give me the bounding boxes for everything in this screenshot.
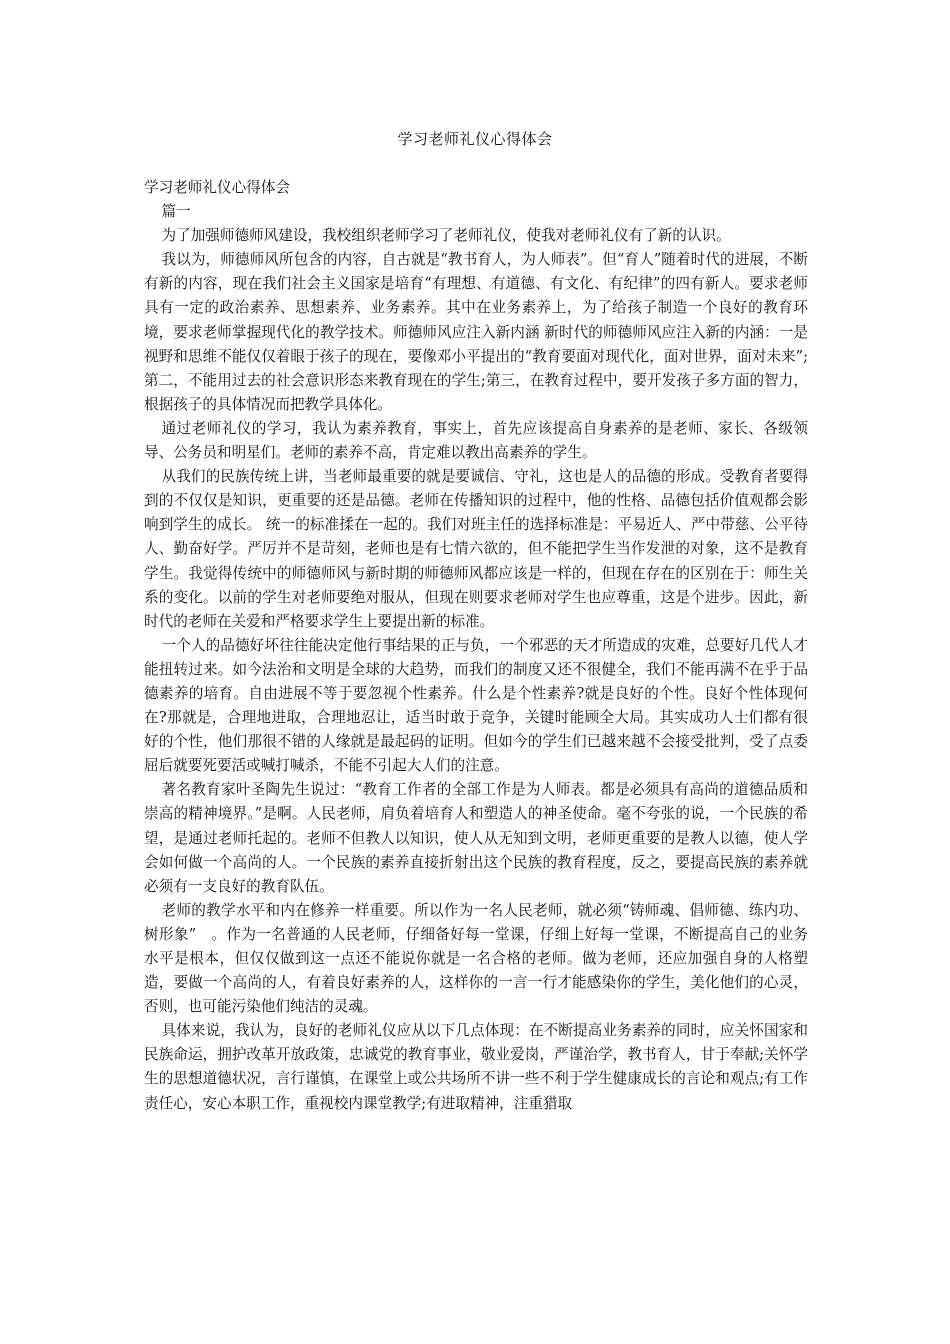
document-body [144, 176, 808, 1116]
paragraph-3: 通过老师礼仪的学习，我认为素养教育，事实上，首先应该提高自身素养的是老师、家长、各级领导、公务员和明星们。老师的素养不高，肯定难以教出高素养的学生。 [144, 419, 808, 462]
paragraph-6: 著名教育家叶圣陶先生说过：“教育工作者的全部工作是为人师表。都是必须具有高尚的道德品质和崇高的精神境界。”是啊。人民老师，肩负着培育人和塑造人的神圣使命。毫不夸张的说，一个民族的希望，是通过老师托起的。老师不但教人以知识，使人从无知到文明，老师更重要的是教人以德，使人学会如何做一个高尚的人。一个民族的素养直接折射出这个民族的教育程度，反之，要提高民族的素养就必须有一支良好的教育队伍。 [144, 781, 808, 895]
paragraph-7: 老师的教学水平和内在修养一样重要。所以作为一名人民老师，就必须“铸师魂、倡师德、练内功、树形象” 。作为一名普通的人民老师，仔细备好每一堂课，仔细上好每一堂课，不断提高自己的业务水平是根本，但仅仅做到这一点还不能说你就是一名合格的老师。做为老师，还应加强自身的人格塑造，要做一个高尚的人，有着良好素养的人，这样你的一言一行才能感染你的学生，美化他们的心灵，否则，也可能污染他们纯洁的灵魂。 [144, 901, 808, 1016]
paragraph-8: 具体来说，我认为，良好的老师礼仪应从以下几点体现：在不断提高业务素养的同时，应关怀国家和民族命运，拥护改革开放政策，忠诚党的教育事业，敬业爱岗，严谨治学，教书育人，甘于奉献;关怀学生的思想道德状况，言行谨慎，在课堂上或公共场所不讲一些不利于学生健康成长的言论和观点;有工作责任心，安心本职工作，重视校内课堂教学;有进取精神，注重猎取 [144, 1022, 808, 1112]
paragraph-5: 一个人的品德好坏往往能决定他行事结果的正与负，一个邪恶的天才所造成的灾难，总要好几代人才能扭转过来。如今法治和文明是全球的大趋势，而我们的制度又还不很健全，我们不能再满不在乎于品德素养的培育。自由进展不等于要忽视个性素养。什么是个性素养?就是良好的个性。良好个性体现何在?那就是，合理地进取，合理地忍让，适当时敢于竞争，关键时能顾全大局。其实成功人士们都有很好的个性，他们那很不错的人缘就是最起码的证明。但如今的学生们已越来越不会接受批判，受了点委屈后就要死要活或喊打喊杀，不能不引起大人们的注意。 [144, 636, 808, 775]
paragraph-4: 从我们的民族传统上讲，当老师最重要的就是要诚信、守礼，这也是人的品德的形成。受教育者要得到的不仅仅是知识，更重要的还是品德。老师在传播知识的过程中，他的性格、品德包括价值观都会影响到学生的成长。 统一的标准揉在一起的。我们对班主任的选择标准是：平易近人、严中带慈、公平待人、勤奋好学。严厉并不是苛刻，老师也是有七情六欲的，但不能把学生当作发泄的对象，这不是教育学生。我觉得传统中的师德师风与新时期的师德师风都应该是一样的，但现在存在的区别在于：师生关系的变化。以前的学生对老师要绝对服从，但现在则要求老师对学生也应尊重，这是个进步。因此，新时代的老师在关爱和严格要求学生上要提出新的标准。 [144, 468, 808, 630]
section-label: 篇一 [161, 203, 191, 221]
paragraph-1: 为了加强师德师风建设，我校组织老师学习了老师礼仪，使我对老师礼仪有了新的认识。 [161, 227, 731, 245]
page-title: 学习老师礼仪心得体会 [397, 130, 553, 148]
paragraph-2: 我以为，师德师风所包含的内容，自古就是“教书育人，为人师表”。但“育人”随着时代的进展，不断有新的内容，现在我们社会主义国家是培育“有理想、有道德、有文化、有纪律”的四有新人。要求老师具有一定的政治素养、思想素养、业务素养。其中在业务素养上，为了给孩子制造一个良好的教育环境，要求老师掌握现代化的教学技术。师德师风应注入新内涵 新时代的师德师风应注入新的内涵：一是视野和思维不能仅仅着眼于孩子的现在，要像邓小平提出的“教育要面对现代化，面对世界，面对未来”;第二，不能用过去的社会意识形态来教育现在的学生;第三，在教育过程中，要开发孩子多方面的智力，根据孩子的具体情况而把教学具体化。 [144, 251, 808, 413]
document-subtitle: 学习老师礼仪心得体会 [144, 179, 290, 196]
